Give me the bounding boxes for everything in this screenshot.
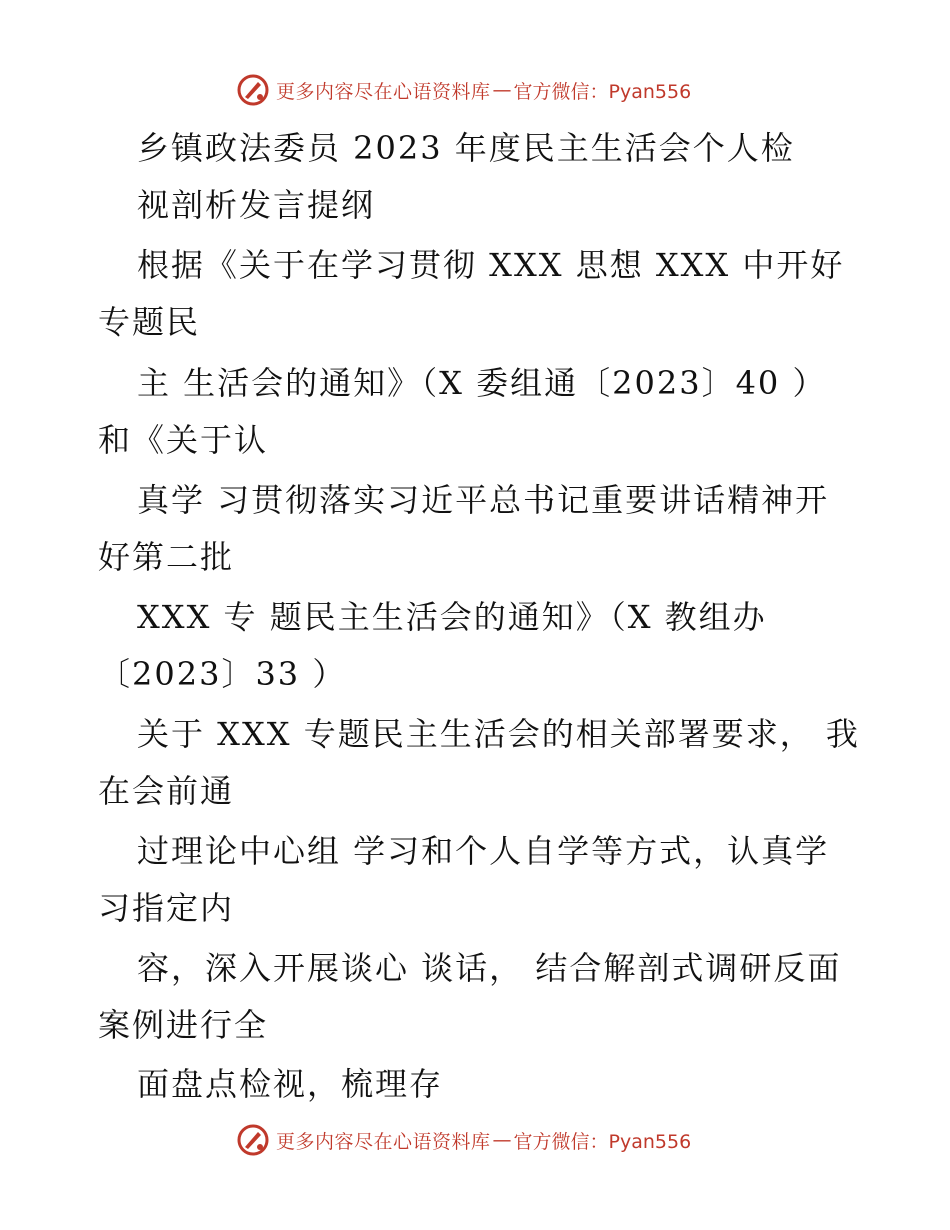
paragraph-line: XXX 专 题民主生活会的通知》（X 教组办 bbox=[137, 598, 767, 636]
paragraph-line: 和《关于认 bbox=[98, 421, 269, 459]
paragraph-line: 专题民 bbox=[98, 303, 201, 341]
paragraph-line: 好第二批 bbox=[98, 538, 235, 576]
footer-watermark bbox=[236, 1122, 691, 1158]
watermark-contact: 官方微信：Pyan556 bbox=[513, 80, 692, 103]
paragraph-line: 关于 XXX 专题民主生活会的相关部署要求， 我 bbox=[137, 715, 860, 753]
paragraph-line: 面盘点检视，梳理存 bbox=[137, 1065, 444, 1103]
paragraph-line: 主 生活会的通知》（X 委组通〔2023〕40 ） bbox=[137, 364, 827, 402]
watermark-text: 更多内容尽在心语资料库 bbox=[276, 1130, 491, 1153]
paragraph-line: 真学 习贯彻落实习近平总书记重要讲话精神开 bbox=[137, 481, 830, 519]
paragraph-line: 〔2023〕33 ） bbox=[98, 655, 347, 693]
watermark-text: 更多内容尽在心语资料库 bbox=[276, 80, 491, 103]
title-line-2: 视剖析发言提纲 bbox=[137, 186, 376, 224]
watermark-separator: — bbox=[492, 1129, 512, 1151]
brush-seal-logo-icon bbox=[236, 1123, 270, 1157]
paragraph-line: 案例进行全 bbox=[98, 1006, 269, 1044]
watermark-contact: 官方微信：Pyan556 bbox=[513, 1130, 692, 1153]
paragraph-line: 根据《关于在学习贯彻 XXX 思想 XXX 中开好 bbox=[137, 246, 845, 284]
paragraph-line: 习指定内 bbox=[98, 889, 235, 927]
title-line-1: 乡镇政法委员 2023 年度民主生活会个人检 bbox=[137, 129, 795, 167]
paragraph-line: 过理论中心组 学习和个人自学等方式，认真学 bbox=[137, 832, 830, 870]
watermark-separator: — bbox=[492, 79, 512, 101]
paragraph-line: 在会前通 bbox=[98, 772, 235, 810]
paragraph-line: 容，深入开展谈心 谈话， 结合解剖式调研反面 bbox=[137, 949, 842, 987]
